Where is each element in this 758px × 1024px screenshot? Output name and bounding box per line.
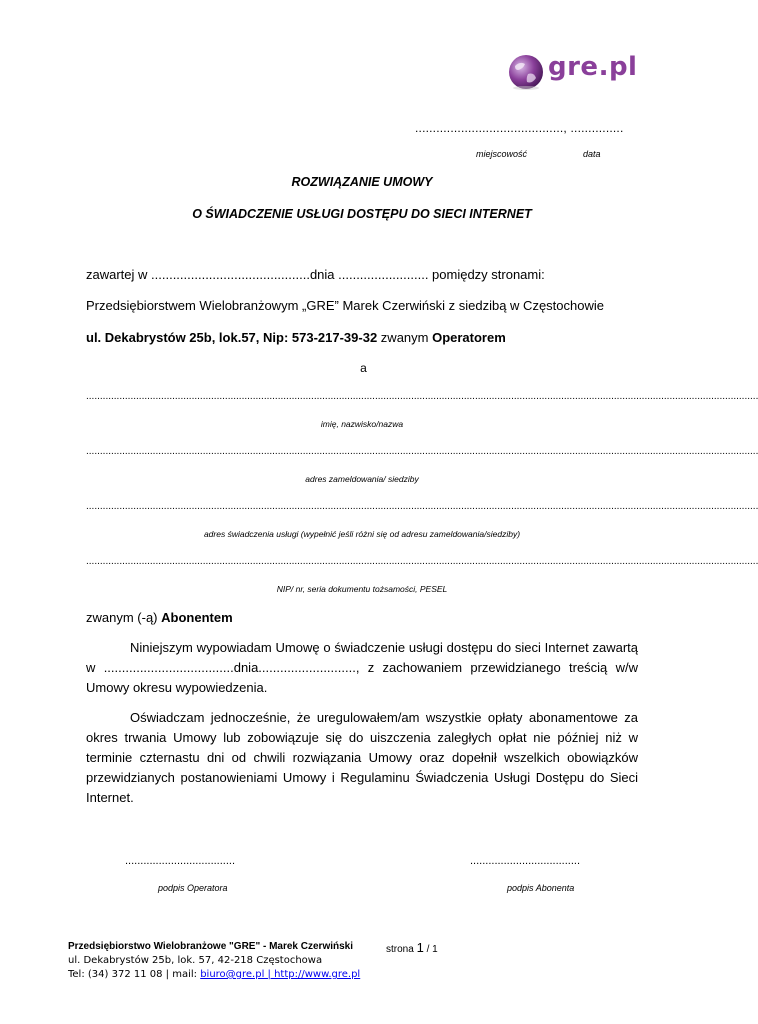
- termination-text: Niniejszym wypowiadam Umowę o świadczenie usługi dostępu do sieci Internet zawartą w ....................................dnia..........................., z zachowaniem przewidzianego treścią w/w Umowy okresu wypowiedzenia.: [86, 640, 638, 695]
- subscriber-prefix: zwanym (-ą): [86, 610, 162, 625]
- and-separator: a: [360, 361, 367, 375]
- operator-address: [86, 330, 641, 345]
- footer-contact: [68, 968, 360, 982]
- subscriber-signature-label: podpis Abonenta: [507, 883, 575, 893]
- page-total: / 1: [423, 944, 438, 955]
- contract-line: zawartej w ............................................dnia ......................... pomiędzy stronami:: [86, 267, 545, 282]
- operator-company: Przedsiębiorstwem Wielobranżowym „GRE” Marek Czerwiński z siedzibą w Częstochowie: [86, 298, 604, 313]
- registered-address-field[interactable]: ..................................................................................................................................................................................................................................................: [86, 446, 758, 457]
- page-number: [386, 940, 438, 955]
- operator-address-mid: zwanym: [377, 330, 433, 345]
- service-address-field[interactable]: ..................................................................................................................................................................................................................................................: [86, 501, 758, 512]
- document-title: ROZWIĄZANIE UMOWY: [291, 175, 433, 189]
- operator-role: Operatorem: [432, 330, 506, 345]
- nip-label: NIP/ nr, seria dokumentu tożsamości, PESEL: [276, 584, 448, 594]
- page-current: 1: [416, 940, 424, 955]
- page-label: strona: [386, 944, 417, 955]
- footer-contact-prefix: Tel: (34) 372 11 08 | mail:: [68, 969, 201, 980]
- subscriber-role: Abonentem: [161, 610, 233, 625]
- operator-signature-label: podpis Operatora: [158, 883, 228, 893]
- declaration-text: Oświadczam jednocześnie, że uregulowałem/am wszystkie opłaty abonamentowe za okres trwania Umowy lub zobowiązuje się do uiszczenia zaległych opłat nie później niż w terminie czternastu dni od chwili rozwiązania Umowy oraz dopełnił wszelkich obowiązków przewidzianych postanowieniami Umowy i Regulaminu Świadczenia Usługi Dostępu do Sieci Internet.: [86, 710, 638, 805]
- globe-icon: [506, 52, 546, 92]
- operator-signature-line: ....................................: [125, 855, 236, 867]
- subscriber-line: [86, 610, 233, 625]
- footer: [68, 940, 360, 982]
- operator-address-bold: ul. Dekabrystów 25b, lok.57, Nip: 573-217-39-32: [86, 330, 378, 345]
- footer-contact-link[interactable]: biuro@gre.pl | http://www.gre.pl: [200, 969, 361, 980]
- footer-address: ul. Dekabrystów 25b, lok. 57, 42-218 Częstochowa: [68, 955, 323, 966]
- gre-logo: [506, 48, 636, 100]
- service-address-label: adres świadczenia usługi (wypełnić jeśli różni się od adresu zameldowania/siedziby): [203, 529, 521, 539]
- declaration-paragraph: [86, 708, 638, 808]
- date-label: data: [583, 149, 601, 159]
- name-label: imię, nazwisko/nazwa: [320, 419, 404, 429]
- place-label: miejscowość: [476, 149, 528, 159]
- document-subtitle: O ŚWIADCZENIE USŁUGI DOSTĘPU DO SIECI INTERNET: [192, 207, 532, 221]
- subscriber-signature-line: ....................................: [470, 855, 581, 867]
- logo-text: gre.pl: [548, 52, 638, 82]
- footer-company: Przedsiębiorstwo Wielobranżowe "GRE" - Marek Czerwiński: [68, 941, 354, 952]
- place-date-dots: .........................................., ...............: [415, 121, 624, 135]
- termination-paragraph: [86, 638, 638, 698]
- nip-field[interactable]: ..................................................................................................................................................................................................................................................: [86, 556, 758, 567]
- name-field[interactable]: ..................................................................................................................................................................................................................................................: [86, 391, 758, 402]
- registered-address-label: adres zameldowania/ siedziby: [305, 474, 419, 484]
